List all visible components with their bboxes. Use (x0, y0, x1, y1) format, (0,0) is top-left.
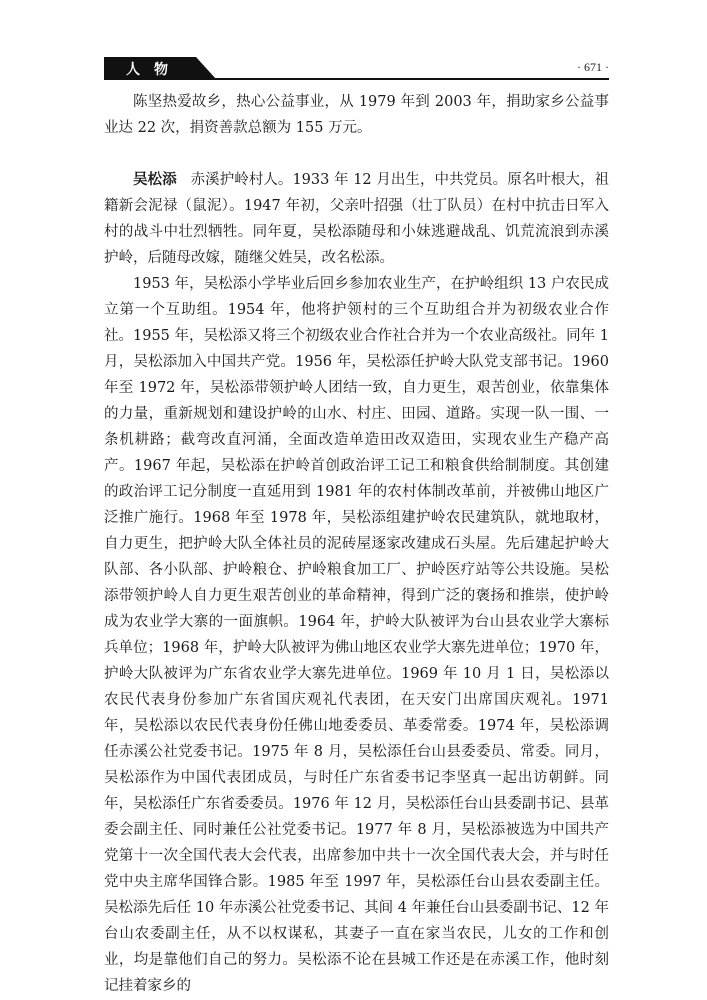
section-title: 人物 (126, 62, 182, 78)
page-body (104, 89, 609, 999)
paragraph-chen-jian: 陈坚热爱故乡，热心公益事业，从 1979 年到 2003 年，捐助家乡公益事业达 22 次，捐资善款总额为 155 万元。 (104, 94, 609, 136)
paragraph-gap (104, 141, 609, 167)
paragraph-wu-songtian-career: 1953 年，吴松添小学毕业后回乡参加农业生产，在护岭组织 13 户农民成立第一个互助组。1954 年，他将护领村的三个互助组合并为初级农业合作社。1955 年，吴松添又将三个初级农业合作社合并为一个农业高级社。同年 1 月，吴松添加入中国共产党。1956 年，吴松添任护岭大队党支部书记。1960 年至 1972 年，吴松添带领护岭人团结一致，自力更生，艰苦创业，依靠集体的力量，重新规划和建设护岭的山水、村庄、田园、道路。实现一队一围、一条机耕路；截弯改直河涌，全面改造单造田改双造田，实现农业生产稳产高产。1967 年起，吴松添在护岭首创政治评工记工和粮食供给制制度。其创建的政治评工记分制度一直延用到 1981 年的农村体制改革前，并被佛山地区广泛推广施行。1968 年至 1978 年，吴松添组建护岭农民建筑队，就地取材，自力更生，把护岭大队全体社员的泥砖屋逐家改建成石头屋。先后建起护岭大队部、各小队部、护岭粮仓、护岭粮食加工厂、护岭医疗站等公共设施。吴松添带领护岭人自力更生艰苦创业的革命精神，得到广泛的褒扬和推崇，使护岭成为农业学大寨的一面旗帜。1964 年，护岭大队被评为台山县农业学大寨标兵单位；1968 年，护岭大队被评为佛山地区农业学大寨先进单位；1970 年，护岭大队被评为广东省农业学大寨先进单位。1969 年 10 月 1 日，吴松添以农民代表身份参加广东省国庆观礼代表团，在天安门出席国庆观礼。1971 年，吴松添以农民代表身份任佛山地委委员、革委常委。1974 年，吴松添调任赤溪公社党委书记。1975 年 8 月，吴松添任台山县委委员、常委。同月，吴松添作为中国代表团成员，与时任广东省委书记李坚真一起出访朝鲜。同年，吴松添任广东省委委员。1976 年 12 月，吴松添任台山县委副书记、县革委会副主任、同时兼任公社党委书记。1977 年 8 月，吴松添被选为中国共产党第十一次全国代表大会代表，出席参加中共十一次全国代表大会，并与时任党中央主席华国锋合影。1985 年至 1997 年，吴松添任台山县农委副主任。吴松添先后任 10 年赤溪公社党委书记、其间 4 年兼任台山县委副书记、12 年台山农委副主任，从不以权谋私，其妻子一直在家当农民，儿女的工作和创业，均是靠他们自己的努力。吴松添不论在县城工作还是在赤溪工作，他时刻记挂着家乡的 (104, 276, 609, 994)
page-number: · 671 · (577, 60, 609, 74)
header-rule (104, 78, 609, 80)
intro-text: 赤溪护岭村人。1933 年 12 月出生，中共党员。原名叶根大，祖籍新会泥禄（鼠泥）。1947 年初，父亲叶招强（壮丁队员）在村中抗击日军入村的战斗中壮烈牺牲。同年夏，吴松添随母和小妹逃避战乱、饥荒流浪到赤溪护岭，后随母改嫁，随继父姓吴，改名松添。 (104, 172, 609, 266)
paragraph-wu-songtian-intro (104, 167, 609, 271)
page-header (104, 57, 609, 79)
person-name: 吴松添 (133, 172, 177, 188)
